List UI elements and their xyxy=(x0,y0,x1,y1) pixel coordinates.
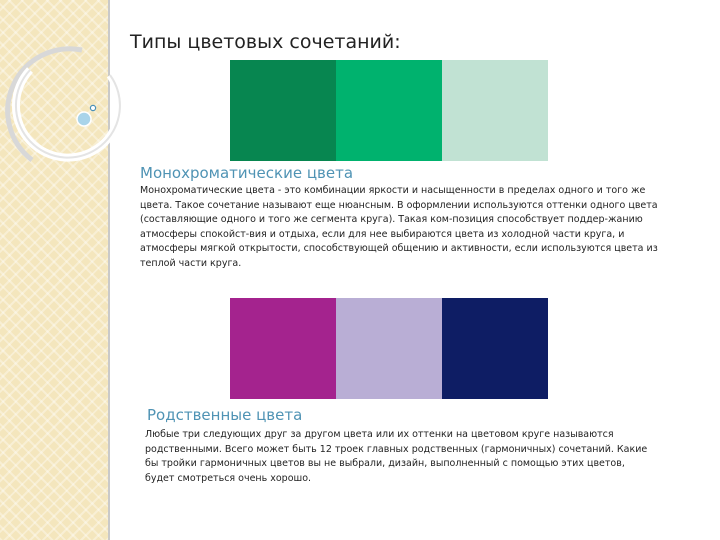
decorative-circles xyxy=(0,40,130,210)
related-heading: Родственные цвета xyxy=(147,406,303,424)
monochrome-swatch-light xyxy=(442,60,548,161)
related-swatch-navy xyxy=(442,298,548,399)
related-swatch-lavender xyxy=(336,298,442,399)
monochrome-heading: Монохроматические цвета xyxy=(140,164,354,182)
related-swatch-magenta xyxy=(230,298,336,399)
monochrome-description: Монохроматические цвета - это комбинации яркости и насыщенности в пределах одного и того же цвета. Такое сочетание называют еще нюансным. В оформлении используются оттенки одного цвета (составляющие одного и того же сегмента круга). Такая ком-позиция способствует поддер-жанию атмосферы спокойст-вия и отдыха, если для нее выбираются цвета из холодной части круга, и атмосферы мягкой открытости, способствующей общению и активности, если используются цвета из теплой части круга. xyxy=(140,185,658,269)
monochrome-swatches xyxy=(230,60,548,161)
monochrome-swatch-dark xyxy=(230,60,336,161)
related-description: Любые три следующих друг за другом цвета или их оттенки на цветовом круге называются родственными. Всего может быть 12 троек главных родственных (гармоничных) сочетаний. Какие бы тройки гармоничных цветов вы не выбрали, дизайн, выполненный с помощью этих цветов, будет смотреться очень хорошо. xyxy=(145,429,648,484)
related-swatches xyxy=(230,298,548,399)
monochrome-swatch-medium xyxy=(336,60,442,161)
slide-title: Типы цветовых сочетаний: xyxy=(130,31,401,53)
